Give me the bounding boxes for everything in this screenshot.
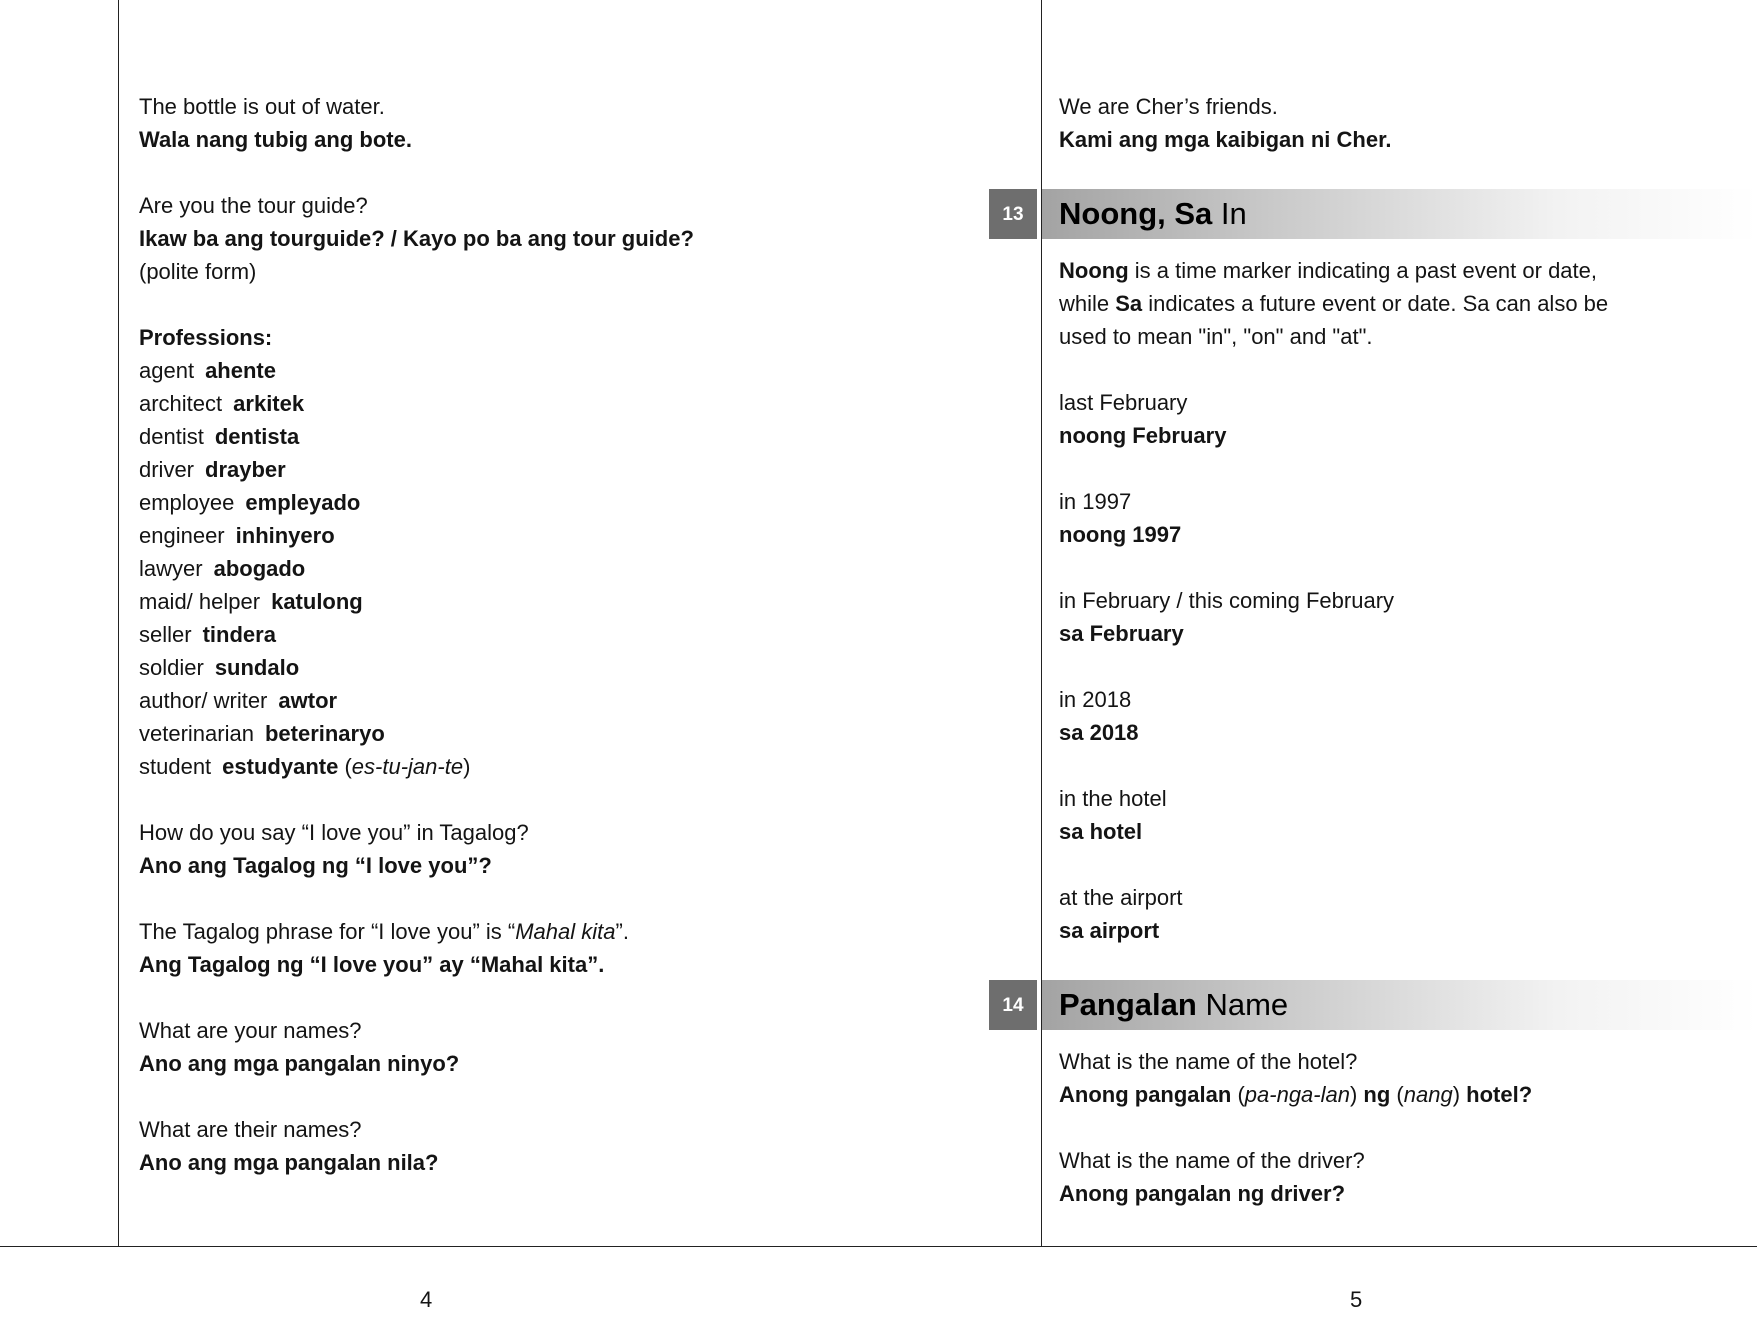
tagalog-line: noong 1997 <box>1059 522 1182 547</box>
phrase-pair-hotel-name <box>1042 1045 1757 1111</box>
profession-en: engineer <box>139 523 225 548</box>
profession-row <box>139 519 909 552</box>
profession-en: driver <box>139 457 195 482</box>
tagalog-line: Ikaw ba ang tourguide? / Kayo po ba ang tour guide? <box>139 226 694 251</box>
paren-segment: ( <box>1231 1082 1245 1107</box>
pronunciation-open: ( <box>338 754 352 779</box>
profession-en: veterinarian <box>139 721 254 746</box>
profession-en: student <box>139 754 212 779</box>
profession-en: dentist <box>139 424 204 449</box>
pronunciation-text: es-tu-jan-te <box>351 754 464 779</box>
tagalog-line: Anong pangalan ng driver? <box>1059 1181 1346 1206</box>
right-page-content <box>1002 90 1757 1243</box>
profession-row <box>139 354 909 387</box>
profession-row <box>139 750 909 783</box>
section-title-english: In <box>1212 196 1247 231</box>
paren-segment: ( <box>1390 1082 1404 1107</box>
section-13-description <box>1042 254 1642 353</box>
tagalog-line: Kami ang mga kaibigan ni Cher. <box>1059 127 1392 152</box>
profession-en: employee <box>139 490 235 515</box>
phrase-pair-tour-guide <box>139 189 909 288</box>
phrase-pair-how-say <box>139 816 909 882</box>
profession-tl: inhinyero <box>235 523 335 548</box>
section-title-english: Name <box>1196 987 1289 1022</box>
profession-tl: awtor <box>278 688 338 713</box>
description-text: indicates a future event or date. Sa can also be used to mean "in", "on" and "at". <box>1059 291 1615 349</box>
phrase-pair-mahal-kita <box>139 915 909 981</box>
left-page-border-rule <box>118 0 119 1246</box>
example-pair <box>1042 584 1757 650</box>
description-text: is a time marker indicating a past event or date, while <box>1059 258 1604 316</box>
english-line: How do you say “I love you” in Tagalog? <box>139 820 529 845</box>
professions-list <box>139 321 909 783</box>
english-line: last February <box>1059 390 1188 415</box>
example-pair <box>1042 683 1757 749</box>
tagalog-line: sa airport <box>1059 918 1160 943</box>
section-14-header <box>1002 980 1757 1030</box>
profession-row <box>139 618 909 651</box>
profession-en: seller <box>139 622 192 647</box>
page-number-right: 5 <box>1350 1287 1363 1312</box>
profession-en: agent <box>139 358 195 383</box>
tagalog-segment: hotel? <box>1466 1082 1533 1107</box>
profession-tl: beterinaryo <box>264 721 385 746</box>
english-line: in the hotel <box>1059 786 1167 811</box>
english-line: What is the name of the driver? <box>1059 1148 1365 1173</box>
profession-row <box>139 684 909 717</box>
section-13-title <box>1042 189 1247 239</box>
tagalog-line: noong February <box>1059 423 1227 448</box>
phrase-pair-driver-name <box>1042 1144 1757 1210</box>
tagalog-line: sa hotel <box>1059 819 1143 844</box>
profession-row <box>139 420 909 453</box>
english-line: The bottle is out of water. <box>139 94 385 119</box>
page-number-left: 4 <box>420 1287 433 1312</box>
profession-tl: dentista <box>214 424 300 449</box>
profession-row <box>139 651 909 684</box>
tagalog-segment: ng <box>1363 1082 1391 1107</box>
english-line: We are Cher’s friends. <box>1059 94 1278 119</box>
profession-row <box>139 387 909 420</box>
professions-heading: Professions: <box>139 325 273 350</box>
english-line: Are you the tour guide? <box>139 193 368 218</box>
english-line: What are your names? <box>139 1018 362 1043</box>
profession-tl: drayber <box>205 457 286 482</box>
profession-tl: tindera <box>202 622 276 647</box>
english-line: at the airport <box>1059 885 1183 910</box>
english-line: in 1997 <box>1059 489 1132 514</box>
phrase-pair-cher <box>1042 90 1757 156</box>
phrase-pair-your-names <box>139 1014 909 1080</box>
tagalog-line: sa 2018 <box>1059 720 1139 745</box>
profession-en: maid/ helper <box>139 589 261 614</box>
english-line: in 2018 <box>1059 687 1132 712</box>
english-segment: The Tagalog phrase for “I love you” is “ <box>139 919 516 944</box>
tagalog-line: Wala nang tubig ang bote. <box>139 127 412 152</box>
section-13-number-badge: 13 <box>989 189 1037 239</box>
profession-tl: estudyante <box>222 754 339 779</box>
pronunciation-text: nang <box>1403 1082 1453 1107</box>
profession-row <box>139 717 909 750</box>
italic-phrase: Mahal kita <box>515 919 616 944</box>
tagalog-line <box>1059 1078 1757 1111</box>
profession-tl: abogado <box>213 556 306 581</box>
example-pair <box>1042 782 1757 848</box>
section-title-tagalog: Noong, Sa <box>1059 196 1213 231</box>
example-pair <box>1042 881 1757 947</box>
tagalog-line: Ano ang mga pangalan nila? <box>139 1150 439 1175</box>
profession-en: lawyer <box>139 556 203 581</box>
example-pair <box>1042 485 1757 551</box>
profession-en: author/ writer <box>139 688 268 713</box>
description-keyword: Sa <box>1115 291 1143 316</box>
pronunciation-text: pa-nga-lan <box>1244 1082 1350 1107</box>
tagalog-line: Ano ang Tagalog ng “I love you”? <box>139 853 492 878</box>
phrase-pair-bottle <box>139 90 909 156</box>
profession-tl: ahente <box>205 358 276 383</box>
paren-segment: ) <box>1349 1082 1364 1107</box>
section-13-header <box>1002 189 1757 239</box>
profession-row <box>139 453 909 486</box>
description-keyword: Noong <box>1059 258 1129 283</box>
english-line: in February / this coming February <box>1059 588 1395 613</box>
left-page-content <box>139 90 909 1212</box>
english-segment: ”. <box>615 919 629 944</box>
profession-row <box>139 585 909 618</box>
english-line: What is the name of the hotel? <box>1059 1049 1358 1074</box>
profession-en: soldier <box>139 655 204 680</box>
section-title-tagalog: Pangalan <box>1059 987 1197 1022</box>
profession-tl: katulong <box>271 589 363 614</box>
tagalog-segment: Anong pangalan <box>1059 1082 1232 1107</box>
pronunciation-close: ) <box>463 754 471 779</box>
profession-tl: sundalo <box>214 655 300 680</box>
profession-row <box>139 486 909 519</box>
english-line <box>139 915 909 948</box>
section-14-number-badge: 14 <box>989 980 1037 1030</box>
profession-en: architect <box>139 391 223 416</box>
polite-form-note: (polite form) <box>139 259 257 284</box>
tagalog-line: Ano ang mga pangalan ninyo? <box>139 1051 460 1076</box>
profession-tl: arkitek <box>233 391 305 416</box>
english-line: What are their names? <box>139 1117 362 1142</box>
section-14-title <box>1042 980 1288 1030</box>
profession-tl: empleyado <box>245 490 361 515</box>
footer-rule <box>0 1246 1757 1247</box>
tagalog-line: Ang Tagalog ng “I love you” ay “Mahal kita”. <box>139 952 605 977</box>
example-pair <box>1042 386 1757 452</box>
tagalog-line: sa February <box>1059 621 1184 646</box>
paren-segment: ) <box>1452 1082 1467 1107</box>
phrase-pair-their-names <box>139 1113 909 1179</box>
profession-row <box>139 552 909 585</box>
